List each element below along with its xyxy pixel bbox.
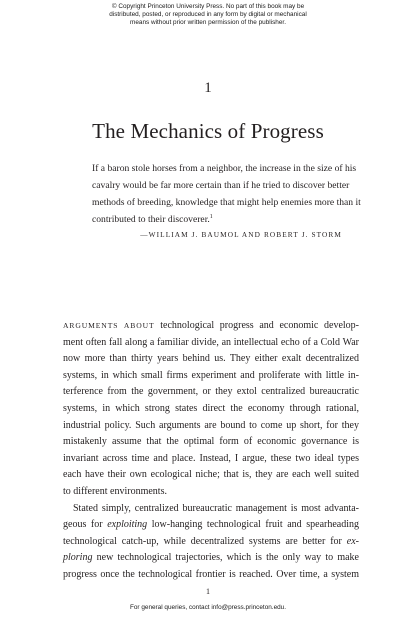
body-line-text: technological progress and economic develop- bbox=[154, 320, 360, 331]
body-line: Stated simply, centralized bureaucratic management is most advanta- bbox=[73, 502, 359, 514]
lead-in-smallcaps: ARGUMENTS ABOUT bbox=[63, 321, 155, 330]
epigraph-line bbox=[92, 211, 348, 228]
body-line: terference from the government, or they extol centralized bureaucratic bbox=[63, 386, 359, 398]
footnote-marker[interactable]: 1 bbox=[209, 214, 213, 220]
body-line bbox=[63, 517, 359, 534]
body-line: industrial policy. Such arguments are bound to come up short, for they bbox=[63, 419, 359, 431]
body-line bbox=[63, 534, 359, 551]
body-line-text: low-hanging technological fruit and spearheading bbox=[147, 519, 359, 531]
page-number: 1 bbox=[206, 587, 210, 596]
body-line-text: new technological trajectories, which is the only way to make bbox=[92, 552, 359, 564]
body-line-text: geous for bbox=[63, 519, 108, 531]
body-line: each have their own ecological niche; that is, they are each well suited bbox=[63, 469, 359, 481]
body-emphasis: exploiting bbox=[107, 519, 148, 531]
body-emphasis: ploring bbox=[63, 552, 93, 564]
body-line: progress once the technological frontier is reached. Over time, a system bbox=[63, 568, 359, 580]
body-line: systems, in which small firms experiment and proliferate with little in- bbox=[63, 369, 359, 381]
epigraph-attribution: —WILLIAM J. BAUMOL AND ROBERT J. STORM bbox=[140, 230, 342, 239]
body-line-text: technological catch-up, while decentralized systems are better for bbox=[63, 535, 347, 547]
copyright-notice bbox=[0, 3, 416, 27]
copyright-line: © Copyright Princeton University Press. No part of this book may be bbox=[111, 3, 305, 10]
epigraph bbox=[92, 160, 361, 228]
body-line bbox=[63, 550, 359, 567]
body-text bbox=[63, 318, 359, 584]
epigraph-line-text: contributed to their discoverer. bbox=[92, 214, 210, 225]
footer-contact: For general queries, contact info@press.princeton.edu. bbox=[129, 604, 287, 611]
epigraph-line: If a baron stole horses from a neighbor, the increase in the size of his bbox=[92, 163, 357, 174]
body-line: ment often fall along a familiar divide, an intellectual echo of a Cold War bbox=[63, 336, 359, 348]
chapter-number: 1 bbox=[204, 80, 212, 96]
body-line: mistakenly assume that the optimal form of economic governance is bbox=[63, 436, 359, 448]
body-line: systems, in which strong states direct the economy through rational, bbox=[63, 402, 359, 414]
body-line: to different environments. bbox=[63, 485, 167, 497]
copyright-line: distributed, posted, or reproduced in any form by digital or mechanical bbox=[109, 11, 307, 18]
body-line bbox=[63, 318, 359, 335]
body-line: now more than thirty years behind us. They either exalt decentralized bbox=[63, 353, 359, 365]
body-line: invariant across time and place. Instead, I argue, these two ideal types bbox=[63, 452, 359, 464]
body-emphasis: ex- bbox=[346, 535, 359, 547]
epigraph-line: cavalry would be far more certain than if he tried to discover better bbox=[92, 180, 350, 191]
copyright-line: means without prior written permission of the publisher. bbox=[130, 19, 286, 26]
epigraph-line: methods of breeding, knowledge that might help enemies more than it bbox=[92, 197, 361, 208]
chapter-title: The Mechanics of Progress bbox=[92, 119, 324, 143]
